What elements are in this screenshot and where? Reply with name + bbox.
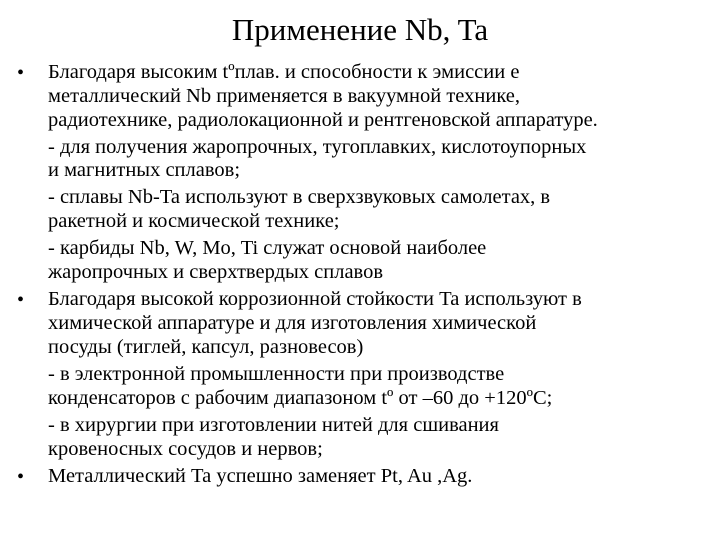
bullet-2-line-7: кровеносных сосудов и нервов; xyxy=(48,438,323,460)
bullet-1-line-8: - карбиды Nb, W, Mo, Ti служат основой наиболее xyxy=(48,237,487,259)
bullet-1-line-7: ракетной и космической технике; xyxy=(48,210,340,232)
bullet-marker-2: • xyxy=(17,289,25,311)
bullet-2-line-2: химической аппаратуре и для изготовления химической xyxy=(48,312,537,334)
bullet-2-line-6: - в хирургии при изготовлении нитей для сшивания xyxy=(48,414,499,436)
bullet-2-line-3: посуды (тиглей, капсул, разновесов) xyxy=(48,336,364,358)
bullet-2-line-4: - в электронной промышленности при производстве xyxy=(48,363,505,385)
bullet-1-line-9: жаропрочных и сверхтвердых сплавов xyxy=(48,261,384,283)
bullet-1-line-4: - для получения жаропрочных, тугоплавких, кислотоупорных xyxy=(48,136,587,158)
bullet-2-line-1: Благодаря высокой коррозионной стойкости Ta используют в xyxy=(48,288,582,310)
bullet-3-line-1: Металлический Ta успешно заменяет Pt, Au ,Ag. xyxy=(48,465,473,487)
bullet-1-line-5: и магнитных сплавов; xyxy=(48,159,241,181)
bullet-1-line-6: - сплавы Nb-Ta используют в сверхзвуковых самолетах, в xyxy=(48,186,551,208)
slide-title: Применение Nb, Ta xyxy=(231,12,489,47)
bullet-1-line-2: металлический Nb применяется в вакуумной технике, xyxy=(48,85,520,107)
bullet-marker-1: • xyxy=(17,62,25,84)
bullet-1-line-3: радиотехнике, радиолокационной и рентгеновской аппаратуре. xyxy=(48,109,598,131)
bullet-marker-3: • xyxy=(17,466,25,488)
bullet-2-line-5: конденсаторов с рабочим диапазоном tº от –60 до +120ºС; xyxy=(48,387,553,409)
bullet-1-line-1: Благодаря высоким tºплав. и способности к эмиссии е xyxy=(48,61,520,83)
